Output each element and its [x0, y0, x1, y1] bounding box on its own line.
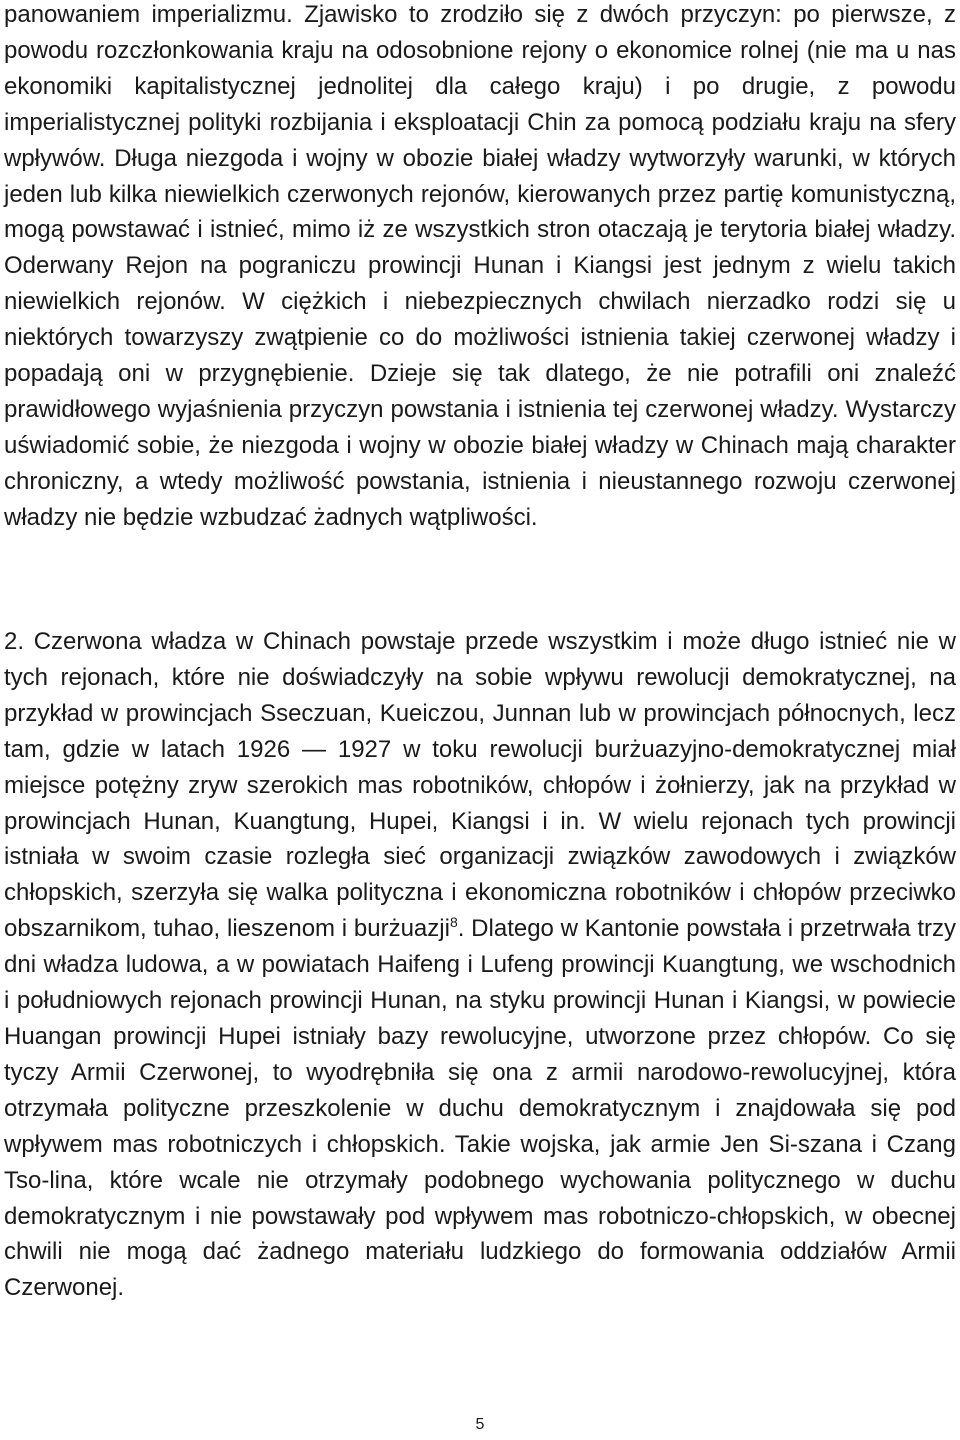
body-paragraph-1: panowaniem imperializmu. Zjawisko to zrodziło się z dwóch przyczyn: po pierwsze, z powodu rozczłonkowania kraju na odosobnione rejony o ekonomice rolnej (nie ma u nas ekonomiki kapitalistycznej jednolitej dla całego kraju) i po drugie, z powodu imperialistycznej polityki rozbijania i eksploatacji Chin za pomocą podziału kraju na sfery wpływów. Długa niezgoda i wojny w obozie białej władzy wytworzyły warunki, w których jeden lub kilka niewielkich czerwonych rejonów, kierowanych przez partię komunistyczną, mogą powstawać i istnieć, mimo iż ze wszystkich stron otaczają je terytoria białej władzy. Oderwany Rejon na pograniczu prowincji Hunan i Kiangsi jest jednym z wielu takich niewielkich rejonów. W ciężkich i niebezpiecznych chwilach nierzadko rodzi się u niektórych towarzyszy zwątpienie co do możliwości istnienia takiej czerwonej władzy i popadają oni w przygnębienie. Dzieje się tak dlatego, że nie potrafili oni znaleźć prawidłowego wyjaśnienia przyczyn powstania i istnienia tej czerwonej władzy. Wystarczy uświadomić sobie, że niezgoda i wojny w obozie białej władzy w Chinach mają charakter chroniczny, a wtedy możliwość powstania, istnienia i nieustannego rozwoju czerwonej władzy nie będzie wzbudzać żadnych wątpliwości. [4, 1, 956, 531]
footnote-marker: 8 [449, 914, 458, 931]
paragraph-2-text-end: . Dlatego w Kantonie powstała i przetrwała trzy dni władza ludowa, a w powiatach Haifeng i Lufeng prowincji Kuangtung, we wschodnich i południowych rejonach prowincji Hunan, na styku prowincji Hunan i Kiangsi, w powiecie Huangan prowincji Hupei istniały bazy rewolucyjne, utworzone przez chłopów. Co się tyczy Armii Czerwonej, to wyodrębniła się ona z armii narodowo-rewolucyjnej, która otrzymała polityczne przeszkolenie w duchu demokratycznym i znajdowała się pod wpływem mas robotniczych i chłopskich. Takie wojska, jak armie Jen Si-szana i Czang Tso-lina, które wcale nie otrzymały podobnego wychowania politycznego w duchu demokratycznym i nie powstawały pod wpływem mas robotniczo-chłopskich, w obecnej chwili nie mogą dać żadnego materiału ludzkiego do formowania oddziałów Armii Czerwonej. [4, 915, 957, 1302]
paragraph-2-text-start: 2. Czerwona władza w Chinach powstaje przede wszystkim i może długo istnieć nie w tych rejonach, które nie doświadczyły na sobie wpływu rewolucji demokratycznej, na przykład w prowincjach Sseczuan, Kueiczou, Junnan lub w prowincjach północnych, lecz tam, gdzie w latach 1926 — 1927 w toku rewolucji burżuazyjno-demokratycznej miał miejsce potężny zryw szerokich mas robotników, chłopów i żołnierzy, jak na przykład w prowincjach Hunan, Kuangtung, Hupei, Kiangsi i in. W wielu rejonach tych prowincji istniała w swoim czasie rozległa sieć organizacji związków zawodowych i związków chłopskich, szerzyła się walka polityczna i ekonomiczna robotników i chłopów przeciwko obszarnikom, tuhao, lieszenom i burżuazji [4, 628, 956, 943]
page-number: 5 [475, 1416, 485, 1433]
body-paragraph-2 [4, 624, 956, 1306]
